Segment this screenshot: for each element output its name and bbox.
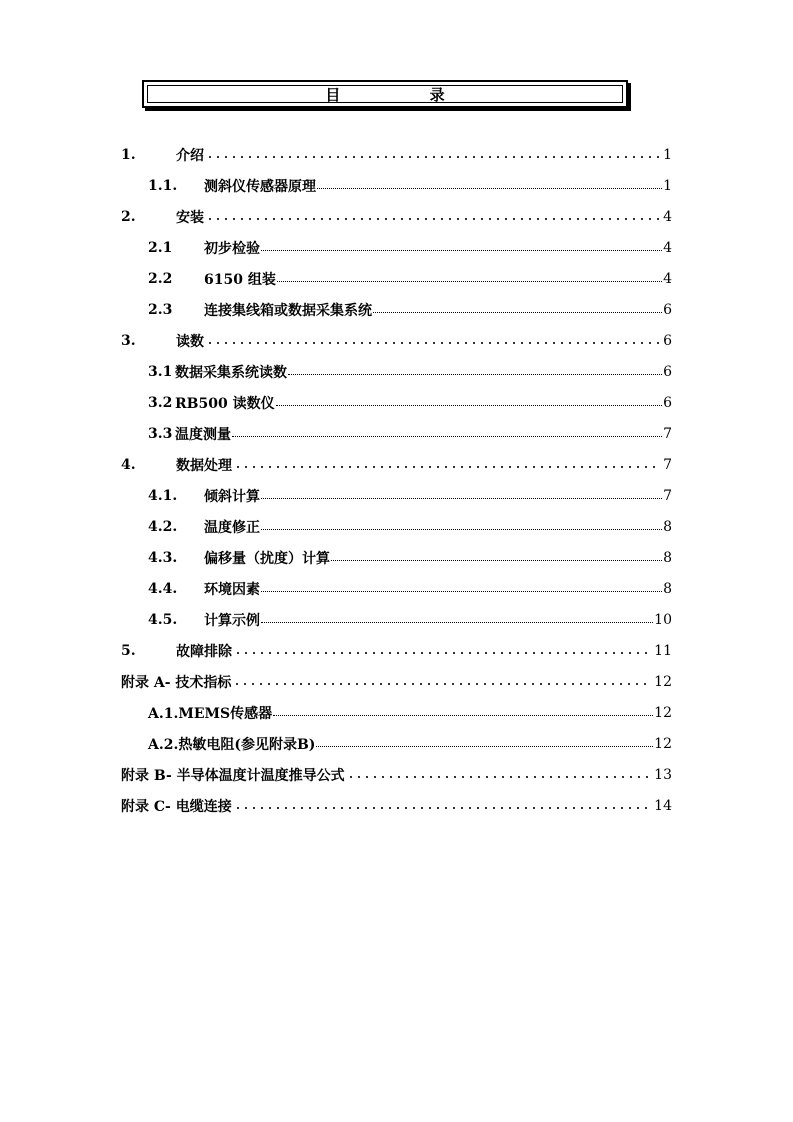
dot-leader: [261, 490, 662, 499]
toc-entry-title: 数据采集系统读数: [175, 364, 287, 381]
dot-leader: [233, 678, 652, 686]
toc-entry[interactable]: [121, 759, 672, 790]
dot-leader: [261, 583, 662, 592]
toc-entry[interactable]: [121, 635, 672, 666]
toc-entry-page-number: 6: [663, 394, 672, 411]
toc-entry-title: 附录 B- 半导体温度计温度推导公式: [121, 767, 345, 784]
toc-entry[interactable]: [148, 604, 672, 635]
toc-entry-title: 介绍: [176, 147, 204, 164]
toc-entry-page-number: 6: [663, 301, 672, 318]
toc-entry[interactable]: [148, 232, 672, 263]
toc-entry[interactable]: [148, 573, 672, 604]
toc-entry[interactable]: [121, 201, 672, 232]
toc-entry-page-number: 12: [654, 704, 672, 721]
toc-entry-title: 测斜仪传感器原理: [204, 178, 316, 195]
toc-entry-number: 2.3: [148, 301, 173, 318]
dot-leader: [261, 614, 653, 623]
dot-leader: [234, 461, 661, 469]
toc-entry[interactable]: [121, 449, 672, 480]
dot-leader: [288, 366, 662, 375]
toc-entry-number: 4.3.: [148, 549, 178, 566]
toc-entry-number: 4.4.: [148, 580, 178, 597]
toc-entry-title: 温度测量: [175, 426, 231, 443]
toc-entry-title: 数据处理: [176, 457, 232, 474]
dot-leader: [277, 273, 662, 282]
dot-leader: [373, 304, 662, 313]
dot-leader: [261, 521, 662, 530]
toc-entry[interactable]: [148, 294, 672, 325]
toc-entry-page-number: 6: [663, 363, 672, 380]
toc-entry-title: 连接集线箱或数据采集系统: [204, 302, 372, 319]
toc-entry[interactable]: [148, 480, 672, 511]
toc-entry-page-number: 13: [654, 766, 672, 783]
toc-entry-title: 偏移量（扰度）计算: [204, 550, 330, 567]
toc-entry-page-number: 7: [663, 456, 672, 473]
dot-leader: [206, 151, 661, 159]
dot-leader: [234, 647, 652, 655]
toc-entry[interactable]: [148, 170, 672, 201]
toc-entry[interactable]: [121, 666, 672, 697]
toc-entry-page-number: 1: [663, 177, 672, 194]
toc-entry-number: 4.1.: [148, 487, 178, 504]
toc-entry-title: 读数: [176, 333, 204, 350]
dot-leader: [206, 337, 661, 345]
toc-title-box: [142, 80, 628, 108]
toc-entry[interactable]: [148, 263, 672, 294]
toc-entry[interactable]: [121, 325, 672, 356]
toc-entry-page-number: 11: [654, 642, 672, 659]
toc-entry-title: RB500 读数仪: [175, 395, 275, 412]
toc-entry-page-number: 8: [663, 518, 672, 535]
toc-entry-number: 1.: [121, 146, 136, 163]
toc-entry-page-number: 12: [654, 673, 672, 690]
toc-entry-number: 3.2: [148, 394, 173, 411]
toc-entry-title: 倾斜计算: [204, 488, 260, 505]
toc-entry[interactable]: [148, 387, 672, 418]
dot-leader: [232, 428, 662, 437]
toc-entry-page-number: 4: [663, 270, 672, 287]
dot-leader: [276, 397, 663, 406]
toc-entry-number: 4.5.: [148, 611, 178, 628]
toc-entry-title: 6150 组装: [204, 271, 276, 288]
toc-entry-page-number: 8: [663, 549, 672, 566]
toc-entry-number: 2.1: [148, 239, 173, 256]
dot-leader: [316, 738, 653, 747]
toc-entry-title: 附录 C- 电缆连接: [121, 798, 232, 815]
toc-entry[interactable]: [148, 697, 672, 728]
toc-entry-title: 故障排除: [176, 643, 232, 660]
dot-leader: [261, 242, 662, 251]
toc-entry[interactable]: [121, 139, 672, 170]
dot-leader: [206, 213, 661, 221]
dot-leader: [273, 707, 653, 716]
toc-entry-number: 4.: [121, 456, 136, 473]
toc-entry[interactable]: [148, 511, 672, 542]
toc-entry[interactable]: [148, 542, 672, 573]
toc-entry-number: 2.2: [148, 270, 173, 287]
toc-entry-page-number: 7: [663, 425, 672, 442]
toc-entry[interactable]: [148, 728, 672, 759]
toc-entry-page-number: 4: [663, 208, 672, 225]
toc-entry-number: 4.2.: [148, 518, 178, 535]
toc-entry-number: 3.1: [148, 363, 173, 380]
toc-entry-title: A.1.MEMS传感器: [148, 705, 273, 722]
toc-entry-title: 温度修正: [204, 519, 260, 536]
toc-entry-title: 计算示例: [204, 612, 260, 629]
toc-entry-page-number: 1: [663, 146, 672, 163]
toc-entry-title: 环境因素: [204, 581, 260, 598]
toc-entry-number: 2.: [121, 208, 136, 225]
toc-title: 目 录: [325, 85, 487, 104]
toc-entry-page-number: 14: [654, 797, 672, 814]
dot-leader: [331, 552, 662, 561]
toc-entry-title: 附录 A- 技术指标: [121, 674, 232, 691]
toc-entry-page-number: 7: [663, 487, 672, 504]
dot-leader: [317, 180, 662, 189]
toc-entry-number: 3.: [121, 332, 136, 349]
toc-entry-page-number: 6: [663, 332, 672, 349]
toc-entry-page-number: 4: [663, 239, 672, 256]
toc-entry-number: 5.: [121, 642, 136, 659]
toc-title-inner-frame: [147, 85, 623, 103]
toc-entry-title: 初步检验: [204, 240, 260, 257]
toc-entry-number: 3.3: [148, 425, 173, 442]
toc-entry-page-number: 12: [654, 735, 672, 752]
toc-entry[interactable]: [148, 418, 672, 449]
toc-entry-page-number: 8: [663, 580, 672, 597]
toc-entry[interactable]: [148, 356, 672, 387]
toc-entry-page-number: 10: [654, 611, 672, 628]
toc-entry-number: 1.1.: [148, 177, 178, 194]
toc-entry-title: A.2.热敏电阻(参见附录B): [148, 736, 316, 753]
toc-entry[interactable]: [121, 790, 672, 821]
toc-entry-title: 安装: [176, 209, 204, 226]
dot-leader: [347, 771, 653, 779]
dot-leader: [234, 802, 652, 810]
